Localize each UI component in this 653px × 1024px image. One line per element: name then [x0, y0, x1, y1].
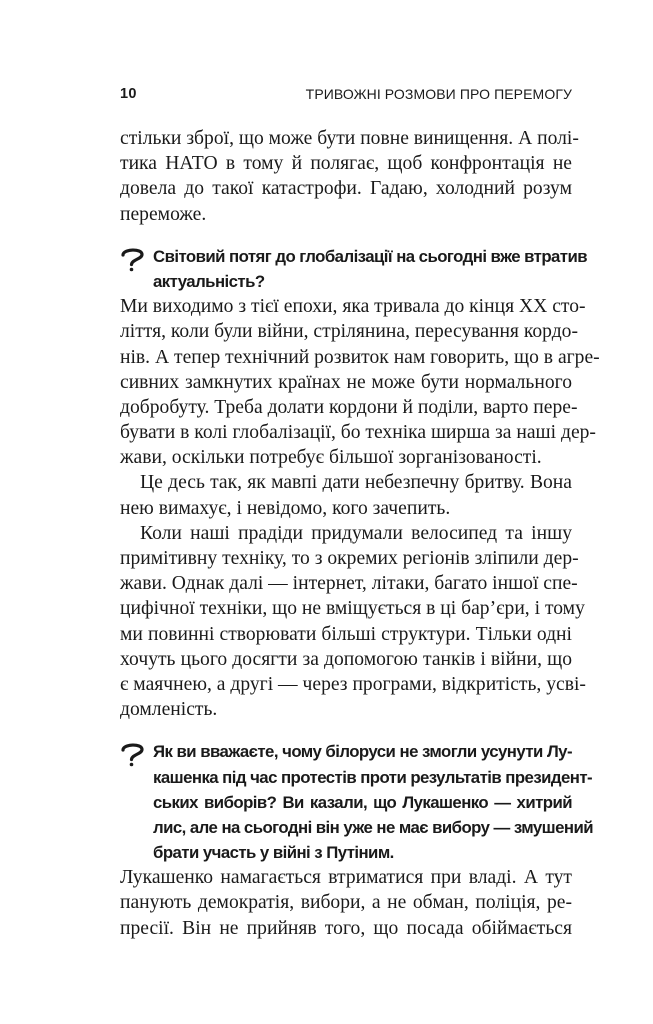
- answer-1-paragraph-2: [120, 470, 572, 520]
- text-line: бувати в колі глобалізації, бо техніка ширша за наші дер-: [120, 422, 596, 444]
- answer-1-paragraph-3: [120, 521, 586, 723]
- question-mark-icon: [120, 246, 146, 272]
- answer-2-paragraph: [120, 865, 572, 941]
- intro-paragraph: [120, 126, 579, 227]
- text-line: цифічної техніки, що не вміщується в ці бар’єри, і тому: [120, 598, 585, 620]
- text-line: ми повинні створювати більші структури. Тільки одні: [120, 623, 572, 645]
- answer-1-paragraph-1: [120, 294, 600, 470]
- spacer: [120, 227, 572, 244]
- interview-question-2: [120, 739, 594, 865]
- text-line: жави, оскільки потребує більшої зорганізованості.: [120, 447, 542, 469]
- page-number: 10: [120, 86, 137, 102]
- text-line: Це десь так, як мавпі дати небезпечну бритву. Вона: [140, 472, 572, 494]
- text-line: панують демократія, вибори, а не обман, поліція, ре-: [120, 892, 572, 914]
- running-title: ТРИВОЖНІ РОЗМОВИ ПРО ПЕРЕМОГУ: [305, 86, 572, 102]
- text-line: Коли наші прадіди придумали велосипед та іншу: [140, 522, 572, 544]
- text-line: примітивну техніку, то з окремих регіонів зліпили дер-: [120, 548, 579, 569]
- text-line: довела до такої катастрофи. Гадаю, холодний розум: [120, 178, 572, 200]
- page-header: [120, 86, 572, 106]
- interview-question-1: [120, 244, 588, 294]
- text-line: домленість.: [120, 699, 218, 721]
- question-line: брати участь у війні з Путіним.: [153, 843, 394, 863]
- text-line: нею вимахує, і невідомо, кого зачепить.: [120, 497, 451, 519]
- text-line: хочуть цього досягти за допомогою танків і війни, що: [120, 648, 572, 670]
- text-line: переможе.: [120, 203, 207, 225]
- question-mark-icon: [120, 741, 146, 767]
- question-line: актуальність?: [153, 271, 265, 291]
- text-line: Лукашенко намагається втриматися при владі. А тут: [120, 867, 572, 889]
- text-line: сивних замкнутих країнах не може бути нормального: [120, 371, 572, 393]
- text-line: ліття, коли були війни, стрілянина, пересування кордо-: [120, 321, 578, 343]
- text-line: пресії. Він не прийняв того, що посада обіймається: [120, 917, 572, 939]
- question-line: Світовий потяг до глобалізації на сьогодні вже втратив: [153, 246, 588, 266]
- page-body: [120, 126, 600, 941]
- text-line: стільки зброї, що може бути повне винищення. А полі-: [120, 128, 579, 149]
- text-line: добробуту. Треба долати кордони й поділи, варто пере-: [120, 396, 578, 418]
- question-line: кашенка під час протестів проти результатів президент-: [153, 767, 593, 787]
- text-line: нів. А тепер технічний розвиток нам говорить, що в агре-: [120, 346, 600, 368]
- text-line: жави. Однак далі — інтернет, літаки, багато іншої спе-: [120, 573, 578, 595]
- text-line: Ми виходимо з тієї епохи, яка тривала до кінця ХХ сто-: [120, 296, 586, 318]
- text-line: тика НАТО в тому й полягає, щоб конфронтація не: [120, 153, 572, 175]
- text-line: є маячнею, а другі — через програми, відкритість, усві-: [120, 673, 586, 695]
- question-line: лис, але на сьогодні він уже не має вибору — змушений: [153, 817, 594, 837]
- question-line: ських виборів? Ви казали, що Лукашенко — хитрий: [153, 792, 572, 812]
- spacer: [120, 722, 572, 739]
- question-line: Як ви вважаєте, чому білоруси не змогли усунути Лу-: [153, 742, 572, 762]
